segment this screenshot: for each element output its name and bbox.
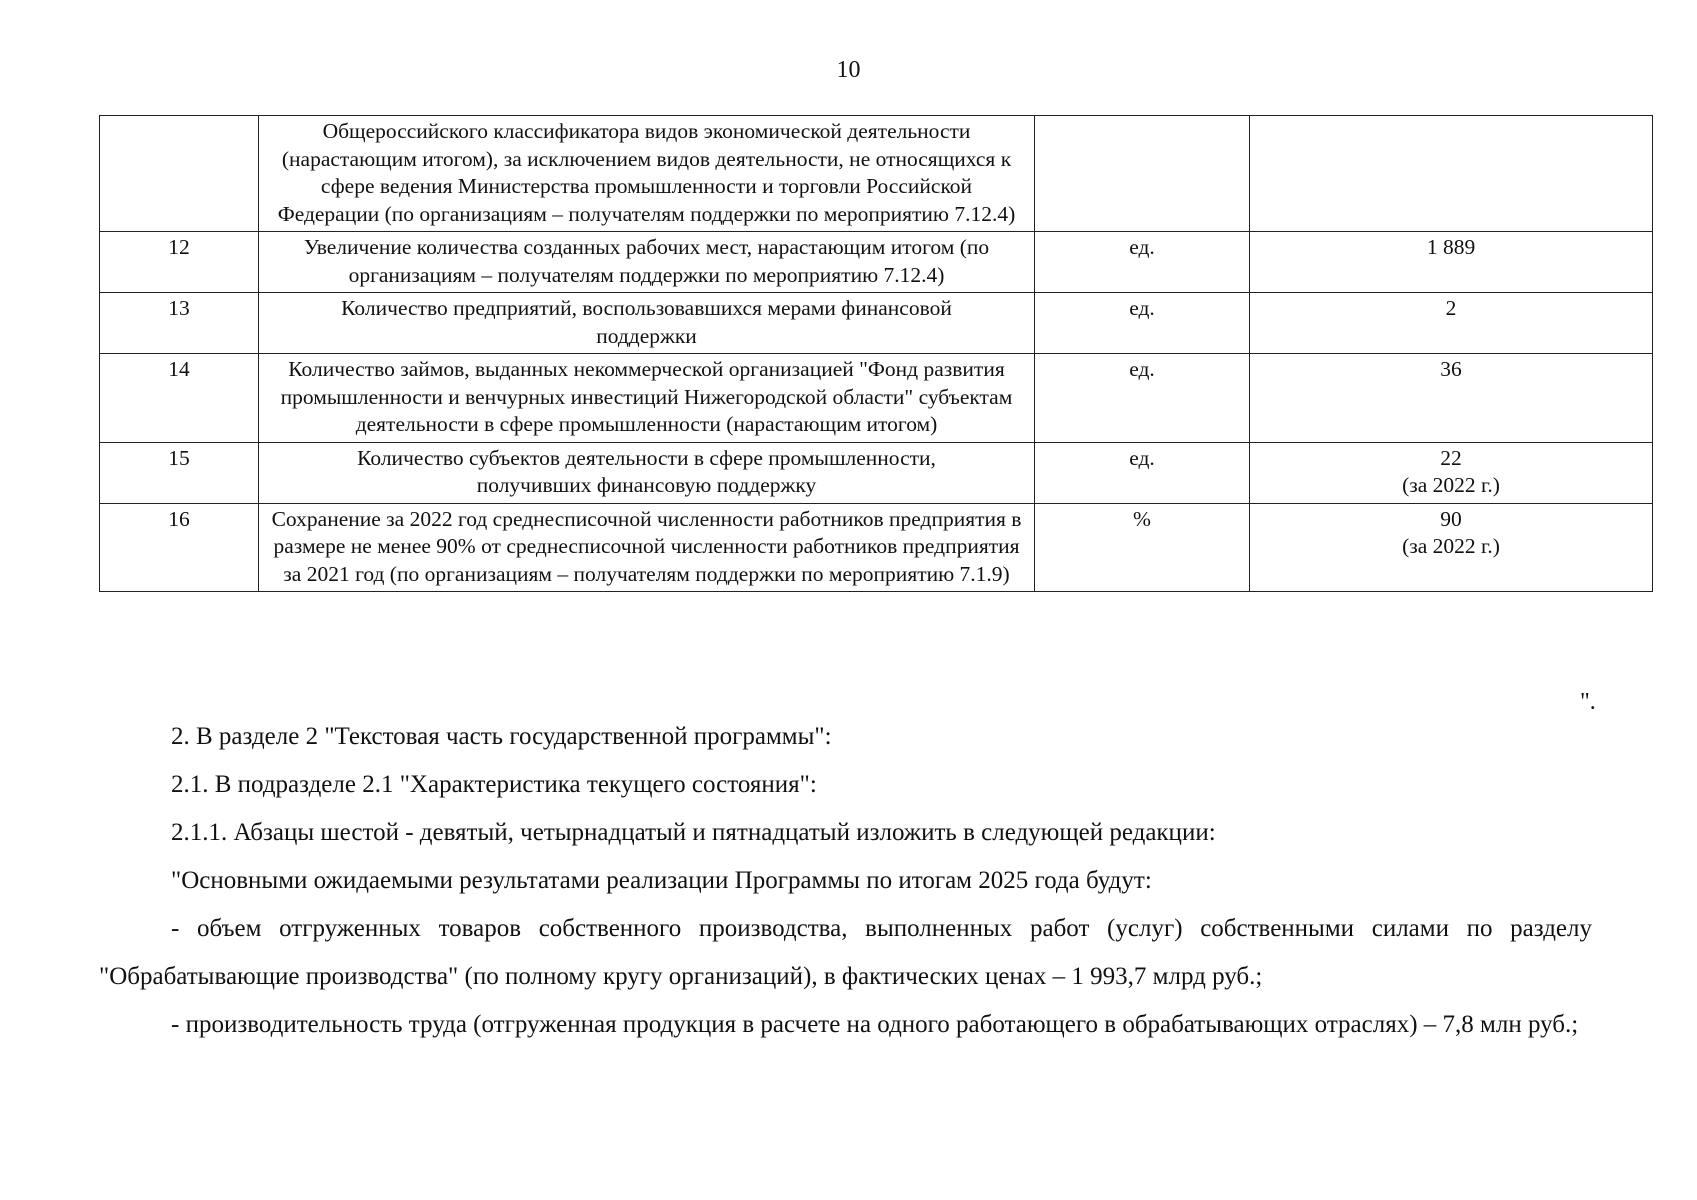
unit <box>1035 116 1250 232</box>
page-number: 10 <box>836 57 861 83</box>
row-number: 13 <box>100 293 259 354</box>
paragraph-shipped-goods: - объем отгруженных товаров собственного производства, выполненных работ (услуг) собственными силами по разделу "Обрабатывающие производства" (по полному кругу организаций), в фактических ценах – 1 993,7 млрд руб.; <box>99 915 1592 990</box>
unit: ед. <box>1035 232 1250 293</box>
unit: % <box>1035 503 1250 592</box>
indicators-table <box>99 115 1653 592</box>
indicator-name: Количество займов, выданных некоммерческой организацией "Фонд развития промышленности и венчурных инвестиций Нижегородской области" субъектам деятельности в сфере промышленности (нарастающим итогом) <box>259 354 1035 443</box>
value <box>1250 116 1653 232</box>
row-number: 14 <box>100 354 259 443</box>
unit: ед. <box>1035 442 1250 503</box>
table-row <box>100 232 1653 293</box>
row-number <box>100 116 259 232</box>
indicator-name: Количество предприятий, воспользовавшихся мерами финансовой поддержки <box>259 293 1035 354</box>
table-row <box>100 293 1653 354</box>
value: 90 (за 2022 г.) <box>1250 503 1653 592</box>
indicator-name: Количество субъектов деятельности в сфере промышленности, получивших финансовую поддержку <box>259 442 1035 503</box>
unit: ед. <box>1035 354 1250 443</box>
paragraph-results-intro: "Основными ожидаемыми результатами реализации Программы по итогам 2025 года будут: <box>171 867 1152 894</box>
row-number: 15 <box>100 442 259 503</box>
value: 36 <box>1250 354 1653 443</box>
value: 1 889 <box>1250 232 1653 293</box>
paragraph-section-2: 2. В разделе 2 "Текстовая часть государственной программы": <box>171 723 832 750</box>
paragraph-labor-productivity: - производительность труда (отгруженная продукция в расчете на одного работающего в обрабатывающих отраслях) – 7,8 млн руб.; <box>171 1011 1579 1038</box>
indicator-name: Сохранение за 2022 год среднесписочной численности работников предприятия в размере не менее 90% от среднесписочной численности работников предприятия за 2021 год (по организациям – получателям поддержки по мероприятию 7.1.9) <box>259 503 1035 592</box>
value: 2 <box>1250 293 1653 354</box>
paragraph-subsection-2-1: 2.1. В подразделе 2.1 "Характеристика текущего состояния": <box>171 771 817 798</box>
value: 22 (за 2022 г.) <box>1250 442 1653 503</box>
table-row <box>100 116 1653 232</box>
closing-quote: ". <box>1580 689 1596 715</box>
indicator-name: Общероссийского классификатора видов экономической деятельности (нарастающим итогом), за исключением видов деятельности, не относящихся к сфере ведения Министерства промышленности и торговли Российской Федерации (по организациям – получателям поддержки по мероприятию 7.12.4) <box>259 116 1035 232</box>
indicator-name: Увеличение количества созданных рабочих мест, нарастающим итогом (по организациям – получателям поддержки по мероприятию 7.12.4) <box>259 232 1035 293</box>
table-row <box>100 442 1653 503</box>
row-number: 16 <box>100 503 259 592</box>
paragraph-item-2-1-1: 2.1.1. Абзацы шестой - девятый, четырнадцатый и пятнадцатый изложить в следующей редакции: <box>171 819 1216 846</box>
table-row <box>100 354 1653 443</box>
row-number: 12 <box>100 232 259 293</box>
unit: ед. <box>1035 293 1250 354</box>
table-row <box>100 503 1653 592</box>
